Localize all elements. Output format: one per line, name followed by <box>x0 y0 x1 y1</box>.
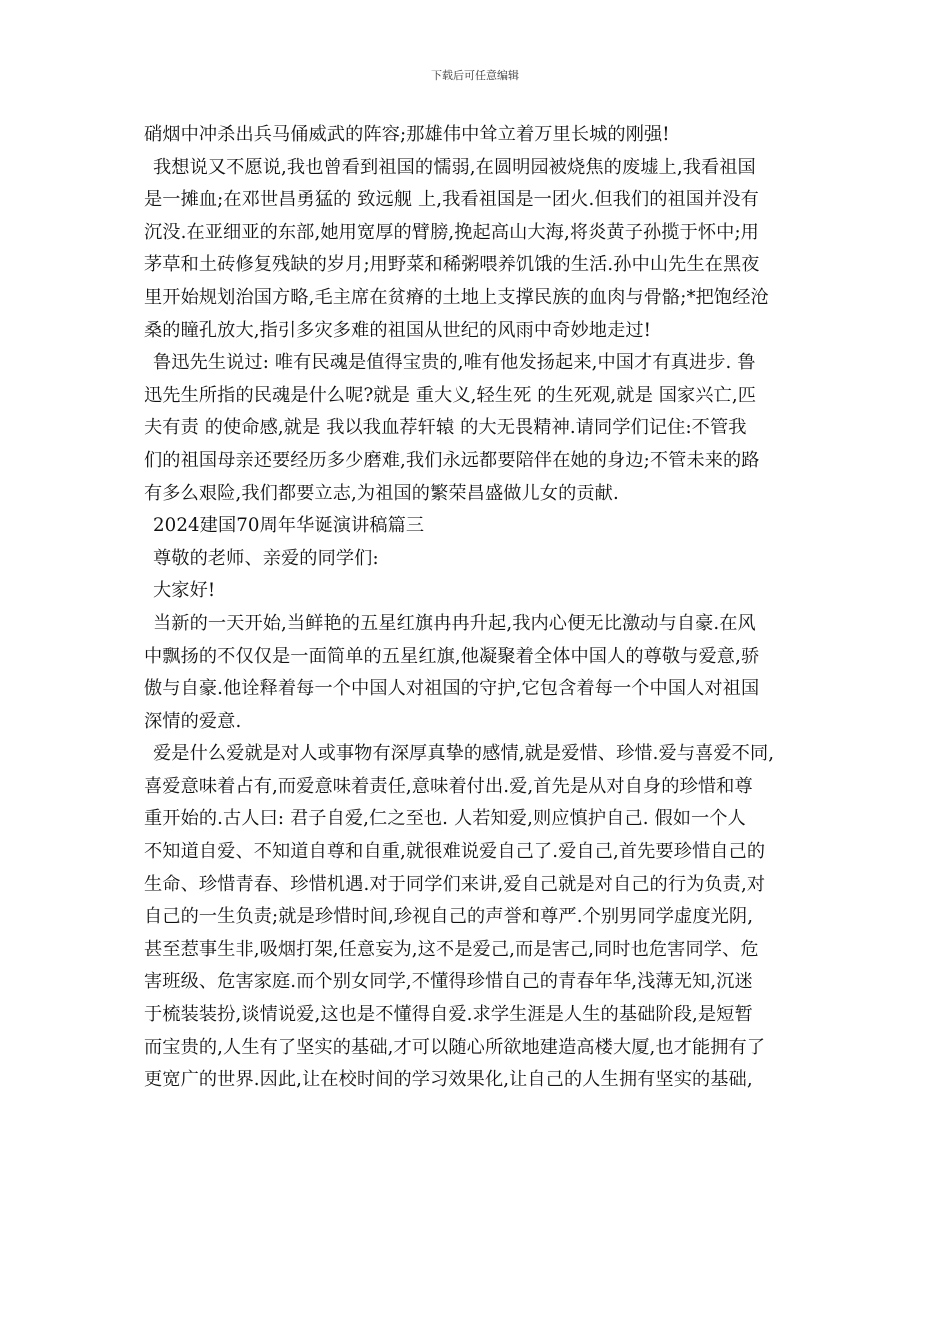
text-line: 中飘扬的不仅仅是一面简单的五星红旗,他凝聚着全体中国人的尊敬与爱意,骄 <box>144 645 760 667</box>
text-line: 深情的爱意. <box>144 710 242 732</box>
text-line: 茅草和土砖修复残缺的岁月;用野菜和稀粥喂养饥饿的生活.孙中山先生在黑夜 <box>144 254 760 276</box>
text-line: 是一摊血;在邓世昌勇猛的 致远舰 上,我看祖国是一团火.但我们的祖国并没有 <box>144 189 759 211</box>
text-line: 自己的一生负责;就是珍惜时间,珍视自己的声誉和尊严.个别男同学虚度光阴, <box>144 906 754 928</box>
text-line: 里开始规划治国方略,毛主席在贫瘠的土地上支撑民族的血肉与骨骼;*把饱经沧 <box>144 286 769 308</box>
text-line: 于梳装装扮,谈情说爱,这也是不懂得自爱.求学生涯是人生的基础阶段,是短暂 <box>144 1004 753 1026</box>
text-line: 爱是什么爱就是对人或事物有深厚真挚的感情,就是爱惜、珍惜.爱与喜爱不同, <box>153 743 775 765</box>
text-line: 不知道自爱、不知道自尊和自重,就很难说爱自己了.爱自己,首先要珍惜自己的 <box>144 841 766 863</box>
text-line: 喜爱意味着占有,而爱意味着责任,意味着付出.爱,首先是从对自身的珍惜和尊 <box>144 775 753 797</box>
text-line: 们的祖国母亲还要经历多少磨难,我们永远都要陪伴在她的身边;不管未来的路 <box>144 449 760 471</box>
text-line: 我想说又不愿说,我也曾看到祖国的懦弱,在圆明园被烧焦的废墟上,我看祖国 <box>153 156 756 178</box>
text-line: 傲与自豪.他诠释着每一个中国人对祖国的守护,它包含着每一个中国人对祖国 <box>144 678 760 700</box>
text-line: 迅先生所指的民魂是什么呢?就是 重大义,轻生死 的生死观,就是 国家兴亡,匹 <box>144 384 757 406</box>
page-header: 下载后可任意编辑 <box>431 69 519 82</box>
salutation: 尊敬的老师、亲爱的同学们: <box>153 547 379 569</box>
section-heading: 2024建国70周年华诞演讲稿篇三 <box>153 515 425 537</box>
text-line: 桑的瞳孔放大,指引多灾多难的祖国从世纪的风雨中奇妙地走过! <box>144 319 652 341</box>
text-line: 当新的一天开始,当鲜艳的五星红旗冉冉升起,我内心便无比激动与自豪.在风 <box>153 612 756 634</box>
text-line: 有多么艰险,我们都要立志,为祖国的繁荣昌盛做儿女的贡献. <box>144 482 619 504</box>
text-line: 害班级、危害家庭.而个别女同学,不懂得珍惜自己的青春年华,浅薄无知,沉迷 <box>144 971 753 993</box>
text-line: 沉没.在亚细亚的东部,她用宽厚的臂膀,挽起高山大海,将炎黄子孙揽于怀中;用 <box>144 221 759 243</box>
text-line: 更宽广的世界.因此,让在校时间的学习效果化,让自己的人生拥有坚实的基础, <box>144 1069 753 1091</box>
text-line: 硝烟中冲杀出兵马俑威武的阵容;那雄伟中耸立着万里长城的刚强! <box>144 124 670 145</box>
text-line: 生命、珍惜青春、珍惜机遇.对于同学们来讲,爱自己就是对自己的行为负责,对 <box>144 873 766 895</box>
text-line: 鲁迅先生说过: 唯有民魂是值得宝贵的,唯有他发扬起来,中国才有真进步. 鲁 <box>153 352 756 374</box>
greeting: 大家好! <box>153 580 216 602</box>
text-line: 甚至惹事生非,吸烟打架,任意妄为,这不是爱己,而是害己,同时也危害同学、危 <box>144 938 759 960</box>
text-line: 而宝贵的,人生有了坚实的基础,才可以随心所欲地建造高楼大厦,也才能拥有了 <box>144 1036 766 1058</box>
text-line: 重开始的.古人曰: 君子自爱,仁之至也. 人若知爱,则应慎护自己. 假如一个人 <box>144 808 746 830</box>
text-line: 夫有责 的使命感,就是 我以我血荐轩辕 的大无畏精神.请同学们记住:不管我 <box>144 417 747 439</box>
document-body <box>144 119 812 1097</box>
